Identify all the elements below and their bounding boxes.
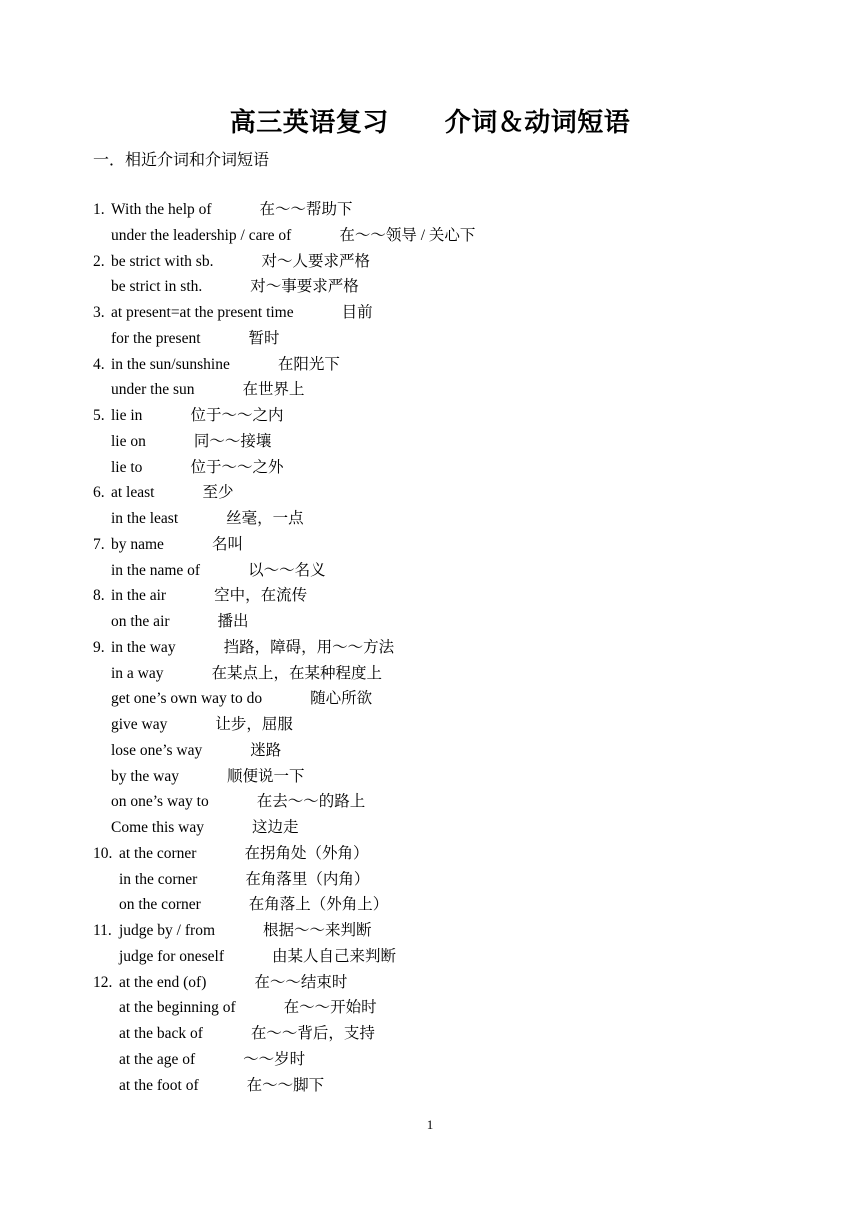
- chinese-meaning: 根据～～来判断: [263, 922, 372, 939]
- english-phrase: lie on: [111, 432, 146, 450]
- page-number: 1: [426, 1117, 434, 1132]
- english-phrase: at the foot of: [119, 1076, 199, 1094]
- english-phrase: judge by / from: [119, 922, 215, 939]
- chinese-meaning: 播出: [217, 613, 249, 630]
- phrase-entry: [93, 326, 793, 352]
- entry-number: 12.: [93, 973, 113, 991]
- english-phrase: by name: [111, 535, 164, 553]
- english-phrase: in a way: [111, 664, 164, 682]
- phrase-entry: [93, 300, 793, 326]
- phrase-entry: [93, 377, 793, 403]
- english-phrase: for the present: [111, 329, 201, 347]
- chinese-meaning: 在角落里（内角）: [245, 870, 370, 888]
- entry-number: 2.: [93, 252, 105, 270]
- chinese-meaning: 同～～接壤: [193, 432, 272, 450]
- english-phrase: in the sun/sunshine: [111, 355, 230, 373]
- english-phrase: at the end (of): [119, 973, 207, 991]
- chinese-meaning: 由某人自己来判断: [272, 947, 397, 965]
- phrase-entry: [93, 1073, 793, 1099]
- english-phrase: at present=at the present time: [111, 304, 294, 321]
- english-phrase: lie to: [111, 458, 143, 476]
- english-phrase: at the age of: [119, 1050, 196, 1068]
- phrase-entry: [93, 789, 793, 815]
- english-phrase: in the way: [111, 638, 176, 656]
- english-phrase: With the help of: [111, 201, 212, 218]
- chinese-meaning: 位于～～之内: [190, 407, 284, 424]
- phrase-entry: [93, 918, 793, 944]
- phrase-entry: [93, 995, 793, 1021]
- english-phrase: under the leadership / care of: [111, 226, 292, 244]
- english-phrase: at least: [111, 484, 155, 502]
- phrase-entry: [93, 403, 793, 429]
- phrase-entry: [93, 429, 793, 455]
- english-phrase: be strict in sth.: [111, 278, 203, 296]
- phrase-entry: [93, 1047, 793, 1073]
- entry-number: 7.: [93, 535, 105, 553]
- chinese-meaning: 在～～背后，支持: [250, 1025, 375, 1042]
- chinese-meaning: 对～事要求严格: [250, 278, 359, 296]
- phrase-entry: [93, 764, 793, 790]
- chinese-meaning: 在世界上: [242, 381, 305, 399]
- entry-number: 9.: [93, 638, 105, 656]
- phrase-entry: [93, 249, 793, 275]
- entry-number: 10.: [93, 844, 113, 862]
- english-phrase: in the corner: [119, 870, 198, 888]
- english-phrase: be strict with sb.: [111, 252, 214, 270]
- entry-number: 3.: [93, 304, 105, 321]
- chinese-meaning: 对～人要求严格: [261, 252, 370, 270]
- chinese-meaning: 目前: [341, 304, 373, 321]
- english-phrase: on the air: [111, 613, 170, 630]
- phrase-entry: [93, 1021, 793, 1047]
- phrase-entry: [93, 661, 793, 687]
- chinese-meaning: 顺便说一下: [227, 767, 305, 785]
- english-phrase: on the corner: [119, 896, 201, 914]
- phrase-entry: [93, 583, 793, 609]
- phrase-entry: [93, 944, 793, 970]
- chinese-meaning: 暂时: [248, 329, 280, 347]
- phrase-entry: [93, 352, 793, 378]
- entry-number: 6.: [93, 484, 105, 502]
- phrase-entry: [93, 558, 793, 584]
- english-phrase: on one’s way to: [111, 793, 209, 811]
- chinese-meaning: 在～～结束时: [254, 973, 348, 991]
- chinese-meaning: 丝毫，一点: [226, 510, 304, 527]
- chinese-meaning: 在～～脚下: [246, 1076, 325, 1094]
- chinese-meaning: 随心所欲: [310, 690, 373, 708]
- phrase-entry: [93, 197, 793, 223]
- english-phrase: in the name of: [111, 561, 201, 579]
- phrase-list: [93, 197, 793, 1098]
- chinese-meaning: 在角落上（外角上）: [248, 896, 389, 914]
- phrase-entry: [93, 892, 793, 918]
- chinese-meaning: 在拐角处（外角）: [244, 844, 369, 862]
- english-phrase: in the air: [111, 587, 167, 605]
- phrase-entry: [93, 738, 793, 764]
- page-title: 高三英语复习 介词＆动词短语: [229, 108, 631, 137]
- entry-number: 8.: [93, 587, 105, 605]
- english-phrase: lie in: [111, 407, 143, 424]
- chinese-meaning: 挡路，障碍，用～～方法: [223, 638, 395, 656]
- chinese-meaning: 在～～开始时: [283, 999, 377, 1017]
- chinese-meaning: 至少: [202, 484, 234, 502]
- phrase-entry: [93, 274, 793, 300]
- english-phrase: lose one’s way: [111, 741, 203, 759]
- phrase-entry: [93, 841, 793, 867]
- english-phrase: under the sun: [111, 381, 195, 399]
- entry-number: 11.: [93, 922, 112, 939]
- english-phrase: get one’s own way to do: [111, 690, 263, 708]
- chinese-meaning: 在去～～的路上: [256, 793, 366, 811]
- chinese-meaning: 位于～～之外: [190, 458, 284, 476]
- english-phrase: by the way: [111, 767, 180, 785]
- phrase-entry: [93, 480, 793, 506]
- chinese-meaning: 迷路: [250, 741, 282, 759]
- entry-number: 1.: [93, 201, 105, 218]
- phrase-entry: [93, 815, 793, 841]
- chinese-meaning: 在～～领导 / 关心下: [339, 226, 476, 244]
- phrase-entry: [93, 455, 793, 481]
- phrase-entry: [93, 867, 793, 893]
- chinese-meaning: ～～岁时: [243, 1050, 306, 1068]
- chinese-meaning: 在～～帮助下: [259, 201, 353, 218]
- english-phrase: give way: [111, 716, 168, 733]
- english-phrase: at the back of: [119, 1025, 203, 1042]
- chinese-meaning: 在阳光下: [277, 355, 340, 373]
- english-phrase: Come this way: [111, 819, 204, 836]
- phrase-entry: [93, 712, 793, 738]
- chinese-meaning: 让步，屈服: [215, 716, 293, 733]
- section-heading: 一．相近介词和介词短语: [93, 152, 270, 169]
- english-phrase: at the beginning of: [119, 999, 236, 1017]
- phrase-entry: [93, 532, 793, 558]
- phrase-entry: [93, 970, 793, 996]
- phrase-entry: [93, 506, 793, 532]
- phrase-entry: [93, 223, 793, 249]
- phrase-entry: [93, 686, 793, 712]
- chinese-meaning: 这边走: [252, 819, 299, 836]
- phrase-entry: [93, 609, 793, 635]
- entry-number: 5.: [93, 407, 105, 424]
- chinese-meaning: 名叫: [211, 535, 243, 553]
- english-phrase: judge for oneself: [119, 947, 225, 965]
- chinese-meaning: 空中，在流传: [214, 587, 308, 605]
- chinese-meaning: 以～～名义: [248, 561, 326, 579]
- english-phrase: at the corner: [119, 844, 197, 862]
- chinese-meaning: 在某点上，在某种程度上: [211, 664, 383, 682]
- entry-number: 4.: [93, 355, 105, 373]
- phrase-entry: [93, 635, 793, 661]
- english-phrase: in the least: [111, 510, 179, 527]
